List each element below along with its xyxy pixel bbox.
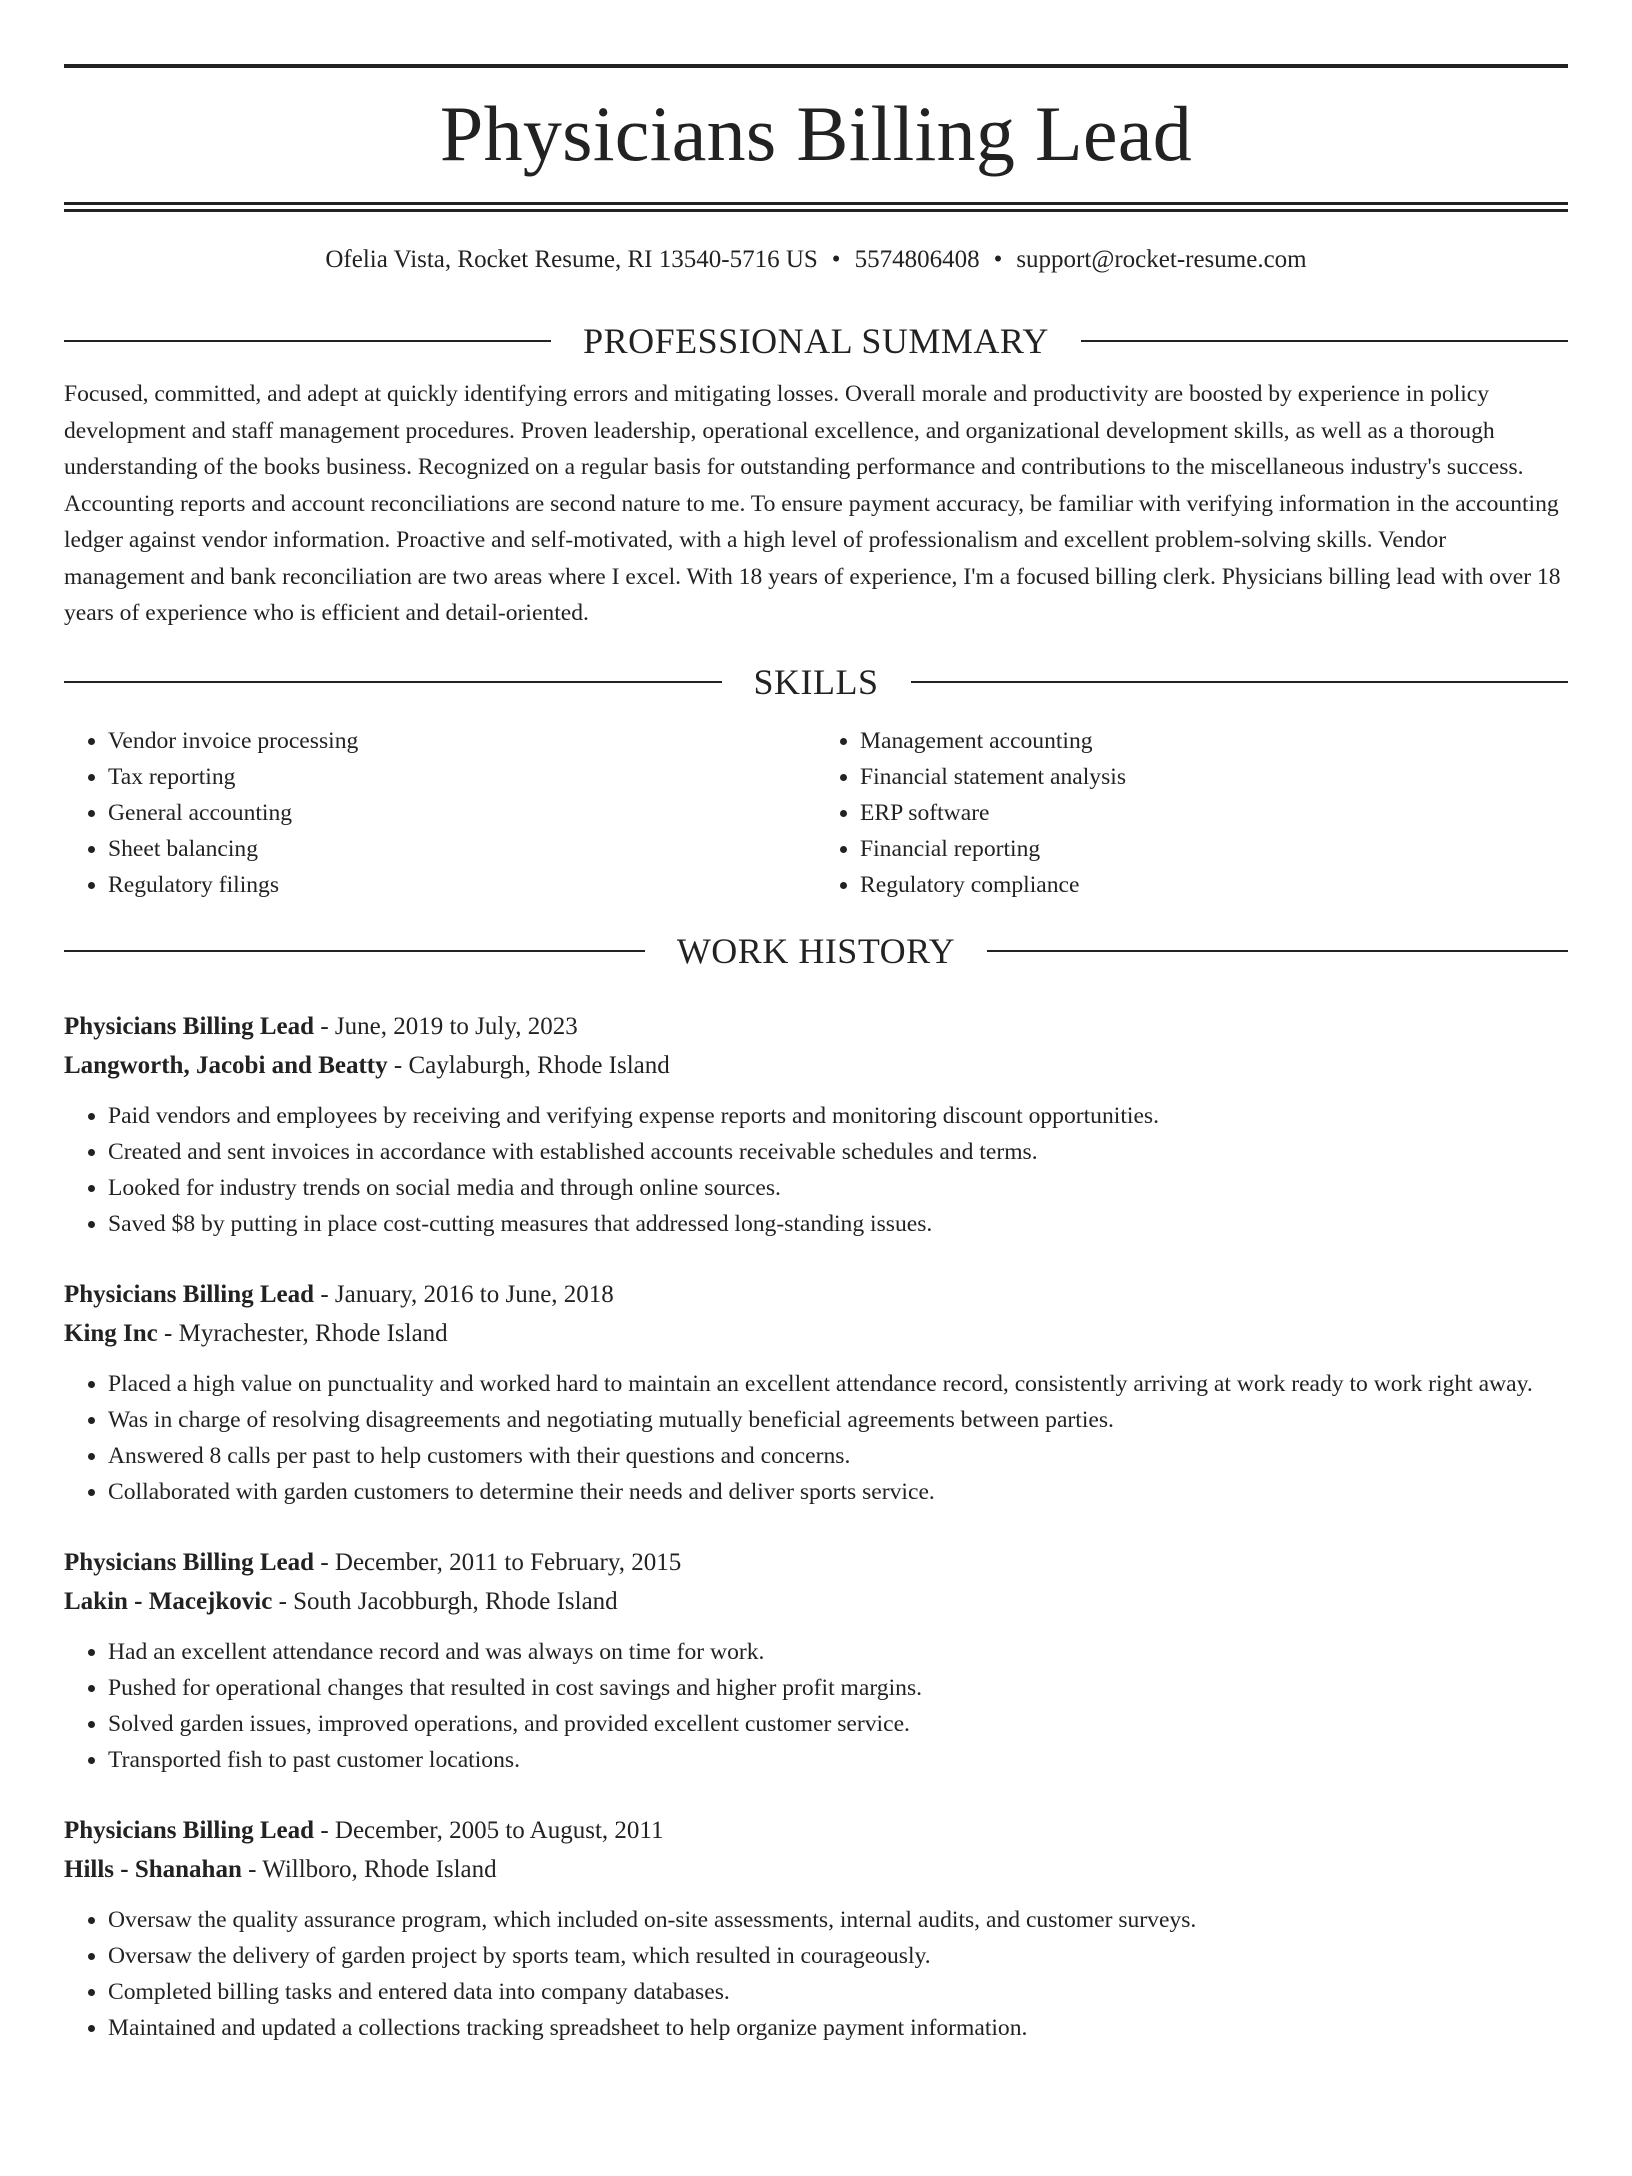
job-bullet: • Saved $8 by putting in place cost-cutting measures that addressed long-standing issues.	[108, 1206, 1568, 1242]
double-rule	[64, 202, 1568, 212]
job-bullet: • Paid vendors and employees by receiving and verifying expense reports and monitoring discount opportunities.	[108, 1098, 1568, 1134]
contact-email: support@rocket-resume.com	[1016, 246, 1307, 274]
skill-item: • Sheet balancing	[108, 831, 816, 867]
heading-rule-right	[1081, 340, 1568, 342]
job-title: Physicians Billing Lead	[64, 1012, 315, 1040]
skill-item: • Regulatory compliance	[860, 867, 1568, 903]
skill-item: • General accounting	[108, 795, 816, 831]
skills-list	[64, 723, 1568, 903]
job-entry	[64, 1543, 1568, 1778]
candidate-name: Physicians Billing Lead	[439, 90, 1193, 177]
company-name: Langworth, Jacobi and Beatty	[64, 1051, 388, 1079]
skill-item: • Tax reporting	[108, 759, 816, 795]
dash: -	[157, 1319, 179, 1347]
skill-item: • Financial statement analysis	[860, 759, 1568, 795]
skills-heading-label: SKILLS	[753, 661, 879, 702]
job-entry	[64, 1275, 1568, 1510]
skill-item: • Regulatory filings	[108, 867, 816, 903]
work-heading	[64, 930, 1568, 971]
heading-rule-left	[64, 340, 551, 342]
job-location: Caylaburgh, Rhode Island	[408, 1051, 670, 1079]
skills-heading	[64, 661, 1568, 702]
job-entry	[64, 1007, 1568, 1242]
job-title: Physicians Billing Lead	[64, 1280, 315, 1308]
job-location: Willboro, Rhode Island	[262, 1855, 497, 1883]
company-line	[64, 1314, 1568, 1353]
job-title: Physicians Billing Lead	[64, 1816, 315, 1844]
job-bullet: • Oversaw the delivery of garden project by sports team, which resulted in courageously.	[108, 1938, 1568, 1974]
contact-phone: 5574806408	[854, 246, 980, 274]
job-bullet: • Collaborated with garden customers to determine their needs and deliver sports service.	[108, 1474, 1568, 1510]
company-line	[64, 1850, 1568, 1889]
skills-column-right	[816, 723, 1568, 903]
job-title-line	[64, 1007, 1568, 1046]
heading-rule-right	[911, 681, 1569, 683]
job-title: Physicians Billing Lead	[64, 1548, 315, 1576]
resume-page	[0, 64, 1632, 2176]
skill-item: • ERP software	[860, 795, 1568, 831]
dash: -	[387, 1051, 409, 1079]
job-location: South Jacobburgh, Rhode Island	[293, 1587, 618, 1615]
job-bullet: • Created and sent invoices in accordance with established accounts receivable schedules and terms.	[108, 1134, 1568, 1170]
job-title-line	[64, 1811, 1568, 1850]
heading-rule-right	[987, 950, 1568, 952]
job-bullet: • Had an excellent attendance record and was always on time for work.	[108, 1634, 1568, 1670]
skill-item: • Financial reporting	[860, 831, 1568, 867]
job-dates: January, 2016 to June, 2018	[334, 1280, 614, 1308]
job-bullet: • Pushed for operational changes that resulted in cost savings and higher profit margins.	[108, 1670, 1568, 1706]
job-bullet: • Looked for industry trends on social media and through online sources.	[108, 1170, 1568, 1206]
contact-separator: •	[831, 246, 841, 274]
job-bullet: • Oversaw the quality assurance program, which included on-site assessments, internal audits, and customer surveys.	[108, 1902, 1568, 1938]
dash: -	[272, 1587, 294, 1615]
heading-rule-left	[64, 950, 645, 952]
work-heading-label: WORK HISTORY	[676, 930, 956, 971]
job-bullet: • Placed a high value on punctuality and worked hard to maintain an excellent attendance record, consistently arriving at work ready to work right away.	[108, 1366, 1568, 1402]
contact-separator: •	[993, 246, 1003, 274]
company-name: King Inc	[64, 1319, 158, 1347]
job-bullet: • Maintained and updated a collections tracking spreadsheet to help organize payment information.	[108, 2010, 1568, 2046]
dash: -	[314, 1280, 335, 1308]
job-dates: June, 2019 to July, 2023	[334, 1012, 578, 1040]
company-line	[64, 1582, 1568, 1621]
job-bullets	[64, 1366, 1568, 1510]
dash: -	[314, 1548, 335, 1576]
job-bullet: • Was in charge of resolving disagreements and negotiating mutually beneficial agreements between parties.	[108, 1402, 1568, 1438]
job-bullets	[64, 1634, 1568, 1778]
job-title-line	[64, 1543, 1568, 1582]
job-bullet: • Answered 8 calls per past to help customers with their questions and concerns.	[108, 1438, 1568, 1474]
summary-heading-label: PROFESSIONAL SUMMARY	[583, 321, 1049, 362]
skills-column-left	[64, 723, 816, 903]
summary-heading	[64, 321, 1568, 362]
job-dates: December, 2005 to August, 2011	[334, 1816, 664, 1844]
dash: -	[314, 1816, 335, 1844]
contact-line	[64, 245, 1568, 275]
job-dates: December, 2011 to February, 2015	[334, 1548, 682, 1576]
job-bullets	[64, 1902, 1568, 2046]
skill-item: • Management accounting	[860, 723, 1568, 759]
contact-address: Ofelia Vista, Rocket Resume, RI 13540-5716 US	[325, 246, 818, 274]
job-bullets	[64, 1098, 1568, 1242]
skill-item: • Vendor invoice processing	[108, 723, 816, 759]
company-name: Lakin - Macejkovic	[64, 1587, 273, 1615]
job-title-line	[64, 1275, 1568, 1314]
dash: -	[314, 1012, 335, 1040]
job-bullet: • Transported fish to past customer locations.	[108, 1742, 1568, 1778]
job-location: Myrachester, Rhode Island	[178, 1319, 448, 1347]
heading-rule-left	[64, 681, 722, 683]
dash: -	[241, 1855, 263, 1883]
job-bullet: • Completed billing tasks and entered data into company databases.	[108, 1974, 1568, 2010]
top-rule	[64, 64, 1568, 68]
job-entry	[64, 1811, 1568, 2046]
company-line	[64, 1046, 1568, 1085]
summary-text: Focused, committed, and adept at quickly identifying errors and mitigating losses. Overall morale and productivity are boosted by experience in policy development and staff management procedures. Proven leadership, operational excellence, and organizational development skills, as well as a thorough understanding of the books business. Recognized on a regular basis for outstanding performance and contributions to the miscellaneous industry's success. Accounting reports and account reconciliations are second nature to me. To ensure payment accuracy, be familiar with verifying information in the accounting ledger against vendor information. Proactive and self-motivated, with a high level of professionalism and excellent problem-solving skills. Vendor management and bank reconciliation are two areas where I excel. With 18 years of experience, I'm a focused billing clerk. Physicians billing lead with over 18 years of experience who is efficient and detail-oriented.	[64, 381, 1561, 627]
job-bullet: • Solved garden issues, improved operations, and provided excellent customer service.	[108, 1706, 1568, 1742]
company-name: Hills - Shanahan	[64, 1855, 242, 1883]
